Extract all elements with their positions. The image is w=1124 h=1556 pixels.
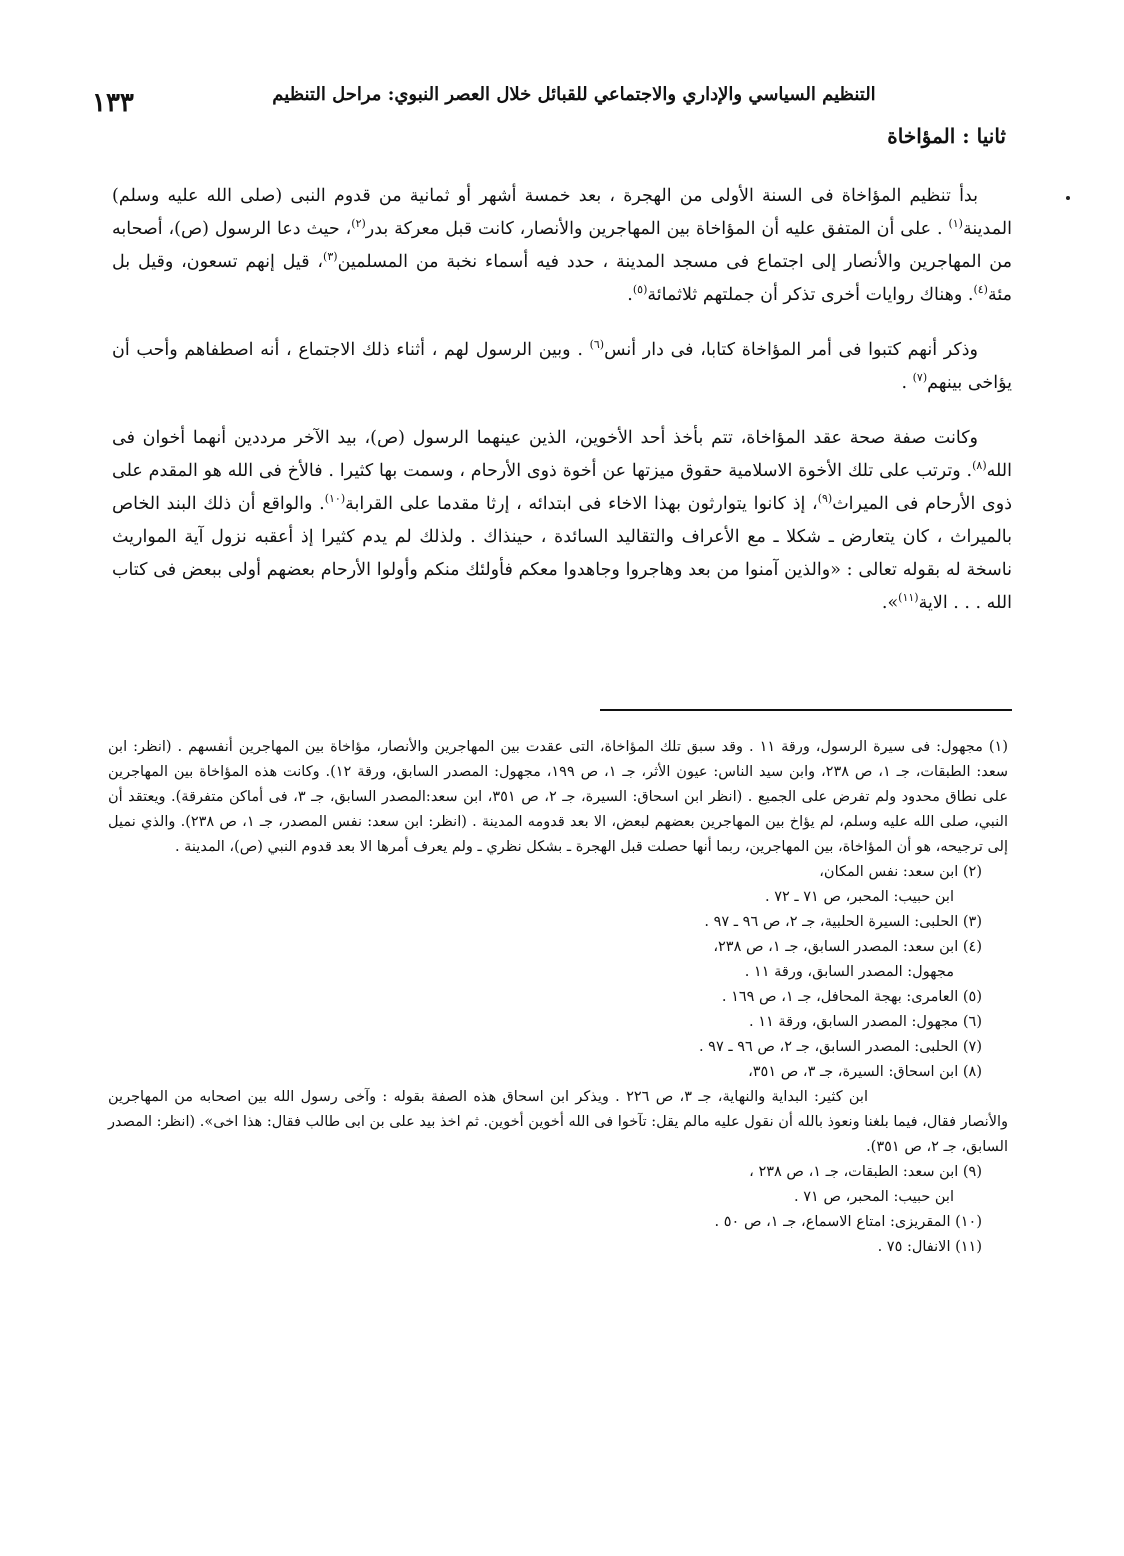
footnote: ابن كثير: البداية والنهاية، جـ ٣، ص ٢٢٦ . ويذكر ابن اسحاق هذه الصفة بقوله : وآخى رسول الله بين اصحابه من المهاجرين والأنصار فقال، فيما بلغنا ونعوذ بالله أن نقول عليه مالم يقل: تآخوا فى الله أخوين أخوين. ثم اخذ بيد على بن ابى طالب فقال: هذا اخى». (انظر: المصدر السابق، جـ ٢، ص ٣٥١). bbox=[108, 1089, 1008, 1155]
footnote: (٩) ابن سعد: الطبقات، جـ ١، ص ٢٣٨ ، bbox=[749, 1164, 982, 1180]
section-title: ثانيا : المؤاخاة bbox=[887, 124, 1006, 148]
footnote: ابن حبيب: المحبر، ص ٧١ ـ ٧٢ . bbox=[765, 889, 954, 905]
footnote-reference: (٣) bbox=[323, 250, 338, 264]
paragraph-text: وذكر أنهم كتبوا فى أمر المؤاخاة كتابا، فى دار أنس bbox=[604, 340, 978, 360]
footnote-reference: (١) bbox=[948, 217, 963, 231]
footnote: (٢) ابن سعد: نفس المكان، bbox=[819, 864, 982, 880]
footnote: (١٠) المقريزى: امتاع الاسماع، جـ ١، ص ٥٠ . bbox=[714, 1214, 982, 1230]
footnote-divider bbox=[600, 709, 1012, 711]
footnote-reference: (١١) bbox=[898, 591, 919, 605]
paragraph-text: . وترتب على تلك الأخوة الاسلامية حقوق ميزتها عن أخوة ذوى الأرحام ، وسمت بها كثيرا . فالأخ فى الله هو المقدم على ذوى الأرحام فى الميراث bbox=[112, 461, 1012, 514]
running-header: التنظيم السياسي والإداري والاجتماعي للقبائل خلال العصر النبوي: مراحل التنظيم bbox=[272, 84, 876, 105]
body-text bbox=[112, 180, 1012, 620]
paragraph-text: وكانت صفة صحة عقد المؤاخاة، تتم بأخذ أحد الأخوين، الذين عينهما الرسول (ص)، بيد الآخر مرددين أنهما أخوان فى الله bbox=[112, 428, 1012, 481]
paragraph-text: . وبين الرسول لهم ، أثناء ذلك الاجتماع ، أنه اصطفاهم وأحب أن يؤاخى بينهم bbox=[112, 340, 1012, 393]
paragraph-text: بدأ تنظيم المؤاخاة فى السنة الأولى من الهجرة ، بعد خمسة أشهر أو ثمانية من قدوم النبى (صلى الله عليه وسلم) المدينة bbox=[112, 186, 1012, 239]
paragraph-text: . bbox=[627, 285, 633, 305]
page-number: ١٣٣ bbox=[92, 88, 134, 118]
paragraph-text: ، قيل إنهم تسعون، وقيل بل مئة bbox=[112, 252, 1012, 305]
footnote-reference: (٥) bbox=[632, 283, 648, 297]
footnote-reference: (٩) bbox=[817, 492, 833, 506]
footnote: (٥) العامرى: بهجة المحافل، جـ ١، ص ١٦٩ . bbox=[721, 989, 982, 1005]
footnotes bbox=[108, 735, 1008, 1260]
paragraph-text: . والواقع أن ذلك البند الخاص بالميراث ، كان يتعارض ـ شكلا ـ مع الأعراف والتقاليد السائدة ، حينذاك . ولذلك لم يدم كثيرا إذ أعقبه نزول آية المواريث ناسخة له بقوله تعالى : «والذين آمنوا من بعد وهاجروا وجاهدوا معكم فأولئك منكم وأولوا الأرحام بعضهم أولى ببعض فى كتاب الله . . . الاية bbox=[112, 494, 1012, 613]
margin-mark bbox=[1066, 196, 1070, 200]
paragraph-text: . على أن المتفق عليه أن المؤاخاة بين المهاجرين والأنصار، كانت قبل معركة بدر bbox=[365, 219, 949, 239]
paragraph bbox=[112, 334, 1012, 400]
footnote-reference: (٨) bbox=[972, 459, 987, 473]
footnote: (٤) ابن سعد: المصدر السابق، جـ ١، ص ٢٣٨، bbox=[713, 939, 982, 955]
footnote-reference: (٤) bbox=[973, 283, 988, 297]
footnote: (٨) ابن اسحاق: السيرة، جـ ٣، ص ٣٥١، bbox=[748, 1064, 982, 1080]
footnote-reference: (٦) bbox=[589, 338, 605, 352]
footnote: ابن حبيب: المحبر، ص ٧١ . bbox=[794, 1189, 954, 1205]
footnote: (٣) الحلبى: السيرة الحلبية، جـ ٢، ص ٩٦ ـ ٩٧ . bbox=[704, 914, 982, 930]
footnote: مجهول: المصدر السابق، ورقة ١١ . bbox=[744, 964, 954, 980]
footnote-reference: (١٠) bbox=[324, 492, 346, 506]
paragraph-text: ». bbox=[881, 593, 899, 613]
paragraph-text: . bbox=[901, 373, 913, 393]
paragraph bbox=[112, 180, 1012, 312]
paragraph-text: ، حيث دعا الرسول (ص)، أصحابه من المهاجرين والأنصار إلى اجتماع فى مسجد المدينة ، حدد فيه أسماء نخبة من المسلمين bbox=[112, 219, 1012, 272]
footnote-reference: (٢) bbox=[351, 217, 366, 231]
footnote-reference: (٧) bbox=[912, 371, 928, 385]
footnote: (٧) الحلبى: المصدر السابق، جـ ٢، ص ٩٦ ـ ٩٧ . bbox=[698, 1039, 982, 1055]
footnote: (١١) الانفال: ٧٥ . bbox=[877, 1239, 982, 1255]
footnote: (٦) مجهول: المصدر السابق، ورقة ١١ . bbox=[748, 1014, 982, 1030]
paragraph-text: ، إذ كانوا يتوارثون بهذا الاخاء فى ابتدائه ، إرثا مقدما على القرابة bbox=[345, 494, 818, 514]
paragraph bbox=[112, 422, 1012, 620]
footnote: (١) مجهول: فى سيرة الرسول، ورقة ١١ . وقد سبق تلك المؤاخاة، التى عقدت بين المهاجرين والأنصار، مؤاخاة بين المهاجرين أنفسهم . (انظر: ابن سعد: الطبقات، جـ ١، ص ٢٣٨، وابن سيد الناس: عيون الأثر، جـ ١، ص ١٩٩، مجهول: المصدر السابق، ورقة ١٢). وكانت هذه المؤاخاة بين المهاجرين على نطاق محدود ولم تفرض على الجميع . (انظر ابن اسحاق: السيرة، جـ ٢، ص ٣٥١، ابن سعد:المصدر السابق، جـ ٣، فى أماكن متفرقة). ويعتقد أن النبي، صلى الله عليه وسلم، لم يؤاخ بين المهاجرين بعضهم لبعض، الا بعد قدومه المدينة . (انظر: ابن سعد: نفس المصدر، جـ ١، ص ٢٣٨). والذي نميل إلى ترجيحه، هو أن المؤاخاة، بين المهاجرين، ربما أنها حصلت قبل الهجرة ـ بشكل نظري ـ ولم يعرف أمرها الا بعد قدوم النبي (ص)، المدينة . bbox=[108, 739, 1008, 855]
paragraph-text: . وهناك روايات أخرى تذكر أن جملتهم ثلاثمائة bbox=[647, 285, 974, 305]
